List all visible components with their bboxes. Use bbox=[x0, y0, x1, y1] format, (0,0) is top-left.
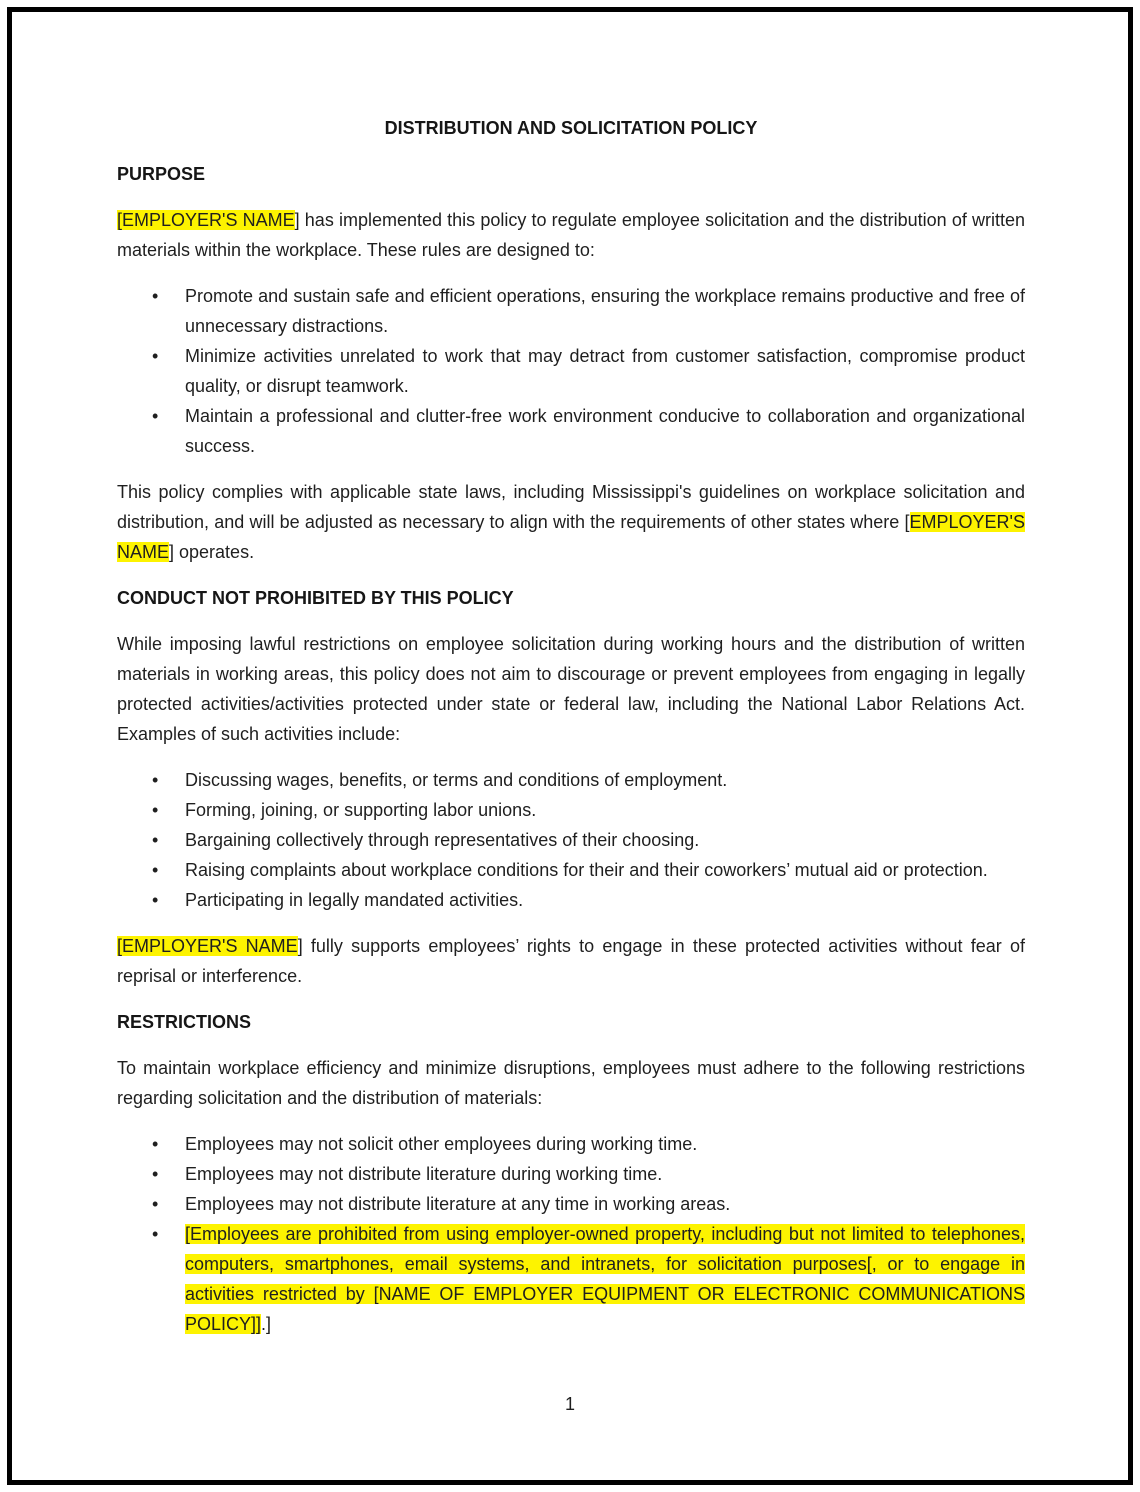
compliance-paragraph bbox=[117, 477, 1025, 567]
compliance-text-after: ] operates. bbox=[169, 542, 255, 562]
bullet-item: • Employees may not distribute literature at any time in working areas. bbox=[185, 1189, 1025, 1219]
support-text: ] fully supports employees’ rights to engage in these protected activities without fear of reprisal or interference. bbox=[117, 936, 1025, 986]
bullet-item: • Maintain a professional and clutter-free work environment conducive to collaboration and organizational success. bbox=[185, 401, 1025, 461]
bullet-item: • Bargaining collectively through representatives of their choosing. bbox=[185, 825, 1025, 855]
employer-name-placeholder: [EMPLOYER'S NAME bbox=[117, 936, 298, 956]
employer-name-placeholder: EMPLOYER'S NAME bbox=[117, 512, 1025, 562]
employer-name-placeholder: [EMPLOYER'S NAME bbox=[117, 210, 295, 230]
bullet-item: • Raising complaints about workplace conditions for their and their coworkers’ mutual aid or protection. bbox=[185, 855, 1025, 885]
section-heading-conduct: CONDUCT NOT PROHIBITED BY THIS POLICY bbox=[117, 588, 514, 608]
document-body bbox=[117, 113, 1025, 1355]
prohibited-text-after: .] bbox=[261, 1314, 272, 1334]
compliance-text-before: This policy complies with applicable state laws, including Mississippi's guidelines on workplace solicitation and distribution, and will be adjusted as necessary to align with the requirements of other states where [ bbox=[117, 482, 1025, 532]
restrictions-intro-paragraph: To maintain workplace efficiency and minimize disruptions, employees must adhere to the following restrictions regarding solicitation and the distribution of materials: bbox=[117, 1058, 1025, 1108]
restrictions-bullet-list bbox=[117, 1129, 1025, 1339]
conduct-intro-paragraph: While imposing lawful restrictions on employee solicitation during working hours and the distribution of written materials in working areas, this policy does not aim to discourage or prevent employees from engaging in legally protected activities/activities protected under state or federal law, including the National Labor Relations Act. Examples of such activities include: bbox=[117, 634, 1025, 744]
purpose-intro-paragraph bbox=[117, 205, 1025, 265]
support-paragraph bbox=[117, 931, 1025, 991]
bullet-item-highlighted bbox=[185, 1219, 1025, 1339]
page-number: 1 bbox=[564, 1394, 575, 1414]
bullet-item: • Promote and sustain safe and efficient operations, ensuring the workplace remains productive and free of unnecessary distractions. bbox=[185, 281, 1025, 341]
conduct-bullet-list bbox=[117, 765, 1025, 915]
purpose-intro-text: ] has implemented this policy to regulate employee solicitation and the distribution of written materials within the workplace. These rules are designed to: bbox=[117, 210, 1025, 260]
bullet-item: • Participating in legally mandated activities. bbox=[185, 885, 1025, 915]
bullet-item: • Discussing wages, benefits, or terms and conditions of employment. bbox=[185, 765, 1025, 795]
document-title: DISTRIBUTION AND SOLICITATION POLICY bbox=[384, 118, 758, 138]
section-heading-restrictions: RESTRICTIONS bbox=[117, 1012, 252, 1032]
bullet-item: • Minimize activities unrelated to work that may detract from customer satisfaction, compromise product quality, or disrupt teamwork. bbox=[185, 341, 1025, 401]
bullet-item: • Employees may not distribute literature during working time. bbox=[185, 1159, 1025, 1189]
bullet-item: • Forming, joining, or supporting labor unions. bbox=[185, 795, 1025, 825]
purpose-bullet-list bbox=[117, 281, 1025, 461]
prohibited-equipment-placeholder: [Employees are prohibited from using employer-owned property, including but not limited to telephones, computers, smartphones, email systems, and intranets, for solicitation purposes[, or to engage in activities restricted by [NAME OF EMPLOYER EQUIPMENT OR ELECTRONIC COMMUNICATIONS POLICY]] bbox=[185, 1224, 1025, 1334]
bullet-item: • Employees may not solicit other employees during working time. bbox=[185, 1129, 1025, 1159]
section-heading-purpose: PURPOSE bbox=[117, 164, 206, 184]
